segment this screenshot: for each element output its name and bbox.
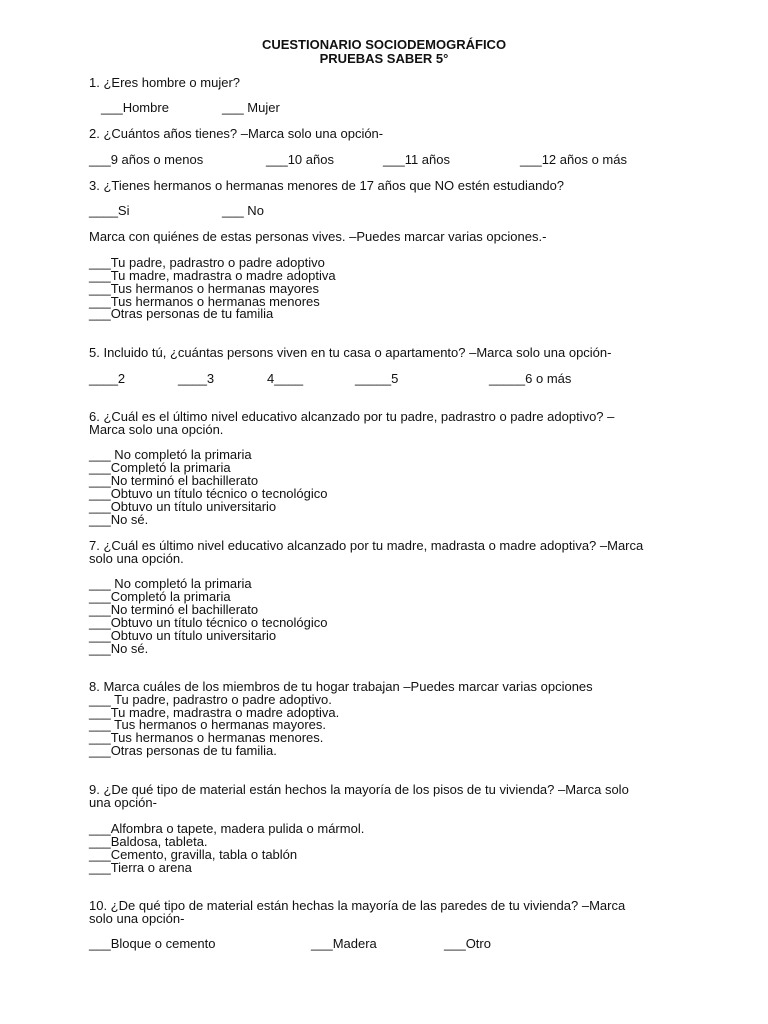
option-father-edu-4[interactable]: ___Obtuvo un título técnico o tecnológico [89, 486, 328, 501]
option-mother-edu-6[interactable]: ___No sé. [89, 641, 149, 656]
question-7-continued: solo una opción. [89, 551, 184, 566]
option-mother-edu-1[interactable]: ___ No completó la primaria [89, 576, 252, 591]
option-no[interactable]: ___ No [222, 203, 264, 218]
option-mother-edu-2[interactable]: ___Completó la primaria [89, 589, 231, 604]
option-wall-wood[interactable]: ___Madera [311, 936, 377, 951]
option-floor-2[interactable]: ___Baldosa, tableta. [89, 834, 208, 849]
option-age-10[interactable]: ___10 años [266, 152, 334, 167]
option-floor-1[interactable]: ___Alfombra o tapete, madera pulida o mármol. [89, 821, 365, 836]
option-persons-2[interactable]: ____2 [89, 371, 126, 386]
option-mother-edu-5[interactable]: ___Obtuvo un título universitario [89, 628, 277, 643]
question-10-continued: solo una opción- [89, 911, 185, 926]
option-works-younger-siblings[interactable]: ___Tus hermanos o hermanas menores. [89, 730, 324, 745]
option-father-edu-5[interactable]: ___Obtuvo un título universitario [89, 499, 277, 514]
option-father-edu-3[interactable]: ___No terminó el bachillerato [89, 473, 259, 488]
question-6: 6. ¿Cuál es el último nivel educativo alcanzado por tu padre, padrastro o padre adoptivo? – [89, 409, 615, 424]
option-hombre[interactable]: ___Hombre [101, 100, 169, 115]
option-lives-father[interactable]: ___Tu padre, padrastro o padre adoptivo [89, 255, 325, 270]
question-1: 1. ¿Eres hombre o mujer? [89, 75, 241, 90]
question-3: 3. ¿Tienes hermanos o hermanas menores de 17 años que NO estén estudiando? [89, 178, 565, 193]
question-8: 8. Marca cuáles de los miembros de tu hogar trabajan –Puedes marcar varias opciones [89, 679, 593, 694]
option-mother-edu-3[interactable]: ___No terminó el bachillerato [89, 602, 259, 617]
option-works-father[interactable]: ___ Tu padre, padrastro o padre adoptivo. [89, 692, 332, 707]
question-9-continued: una opción- [89, 795, 157, 810]
option-age-9[interactable]: ___9 años o menos [89, 152, 204, 167]
option-lives-older-siblings[interactable]: ___Tus hermanos o hermanas mayores [89, 281, 320, 296]
document-subtitle: PRUEBAS SABER 5° [319, 51, 449, 66]
option-mujer[interactable]: ___ Mujer [222, 100, 280, 115]
option-works-mother[interactable]: ___Tu madre, madrastra o madre adoptiva. [89, 705, 340, 720]
option-age-11[interactable]: ___11 años [383, 152, 450, 167]
option-floor-3[interactable]: ___Cemento, gravilla, tabla o tablón [89, 847, 298, 862]
option-age-12[interactable]: ___12 años o más [520, 152, 627, 167]
option-persons-3[interactable]: ____3 [178, 371, 215, 386]
document-title: CUESTIONARIO SOCIODEMOGRÁFICO [261, 37, 507, 52]
option-lives-mother[interactable]: ___Tu madre, madrastra o madre adoptiva [89, 268, 336, 283]
option-persons-4[interactable]: 4____ [267, 371, 304, 386]
question-6-continued: Marca solo una opción. [89, 422, 224, 437]
question-4: Marca con quiénes de estas personas vives. –Puedes marcar varias opciones.- [89, 229, 547, 244]
option-si[interactable]: ____Si [89, 203, 130, 218]
option-wall-block[interactable]: ___Bloque o cemento [89, 936, 216, 951]
option-lives-younger-siblings[interactable]: ___Tus hermanos o hermanas menores [89, 294, 320, 309]
option-lives-other-family[interactable]: ___Otras personas de tu familia [89, 306, 274, 321]
question-5: 5. Incluido tú, ¿cuántas persons viven en tu casa o apartamento? –Marca solo una opción- [89, 345, 612, 360]
option-persons-6[interactable]: _____6 o más [489, 371, 572, 386]
option-works-older-siblings[interactable]: ___ Tus hermanos o hermanas mayores. [89, 717, 327, 732]
option-persons-5[interactable]: _____5 [355, 371, 399, 386]
option-father-edu-6[interactable]: ___No sé. [89, 512, 149, 527]
option-works-other-family[interactable]: ___Otras personas de tu familia. [89, 743, 277, 758]
question-2: 2. ¿Cuántos años tienes? –Marca solo una opción- [89, 126, 384, 141]
option-mother-edu-4[interactable]: ___Obtuvo un título técnico o tecnológico [89, 615, 328, 630]
option-father-edu-2[interactable]: ___Completó la primaria [89, 460, 231, 475]
option-floor-4[interactable]: ___Tierra o arena [89, 860, 192, 875]
option-wall-other[interactable]: ___Otro [444, 936, 491, 951]
option-father-edu-1[interactable]: ___ No completó la primaria [89, 447, 252, 462]
question-9: 9. ¿De qué tipo de material están hechos la mayoría de los pisos de tu vivienda? –Marca solo [89, 782, 629, 797]
question-10: 10. ¿De qué tipo de material están hechas la mayoría de las paredes de tu vivienda? –Marca [89, 898, 626, 913]
question-7: 7. ¿Cuál es último nivel educativo alcanzado por tu madre, madrasta o madre adoptiva? –Marca [89, 538, 644, 553]
